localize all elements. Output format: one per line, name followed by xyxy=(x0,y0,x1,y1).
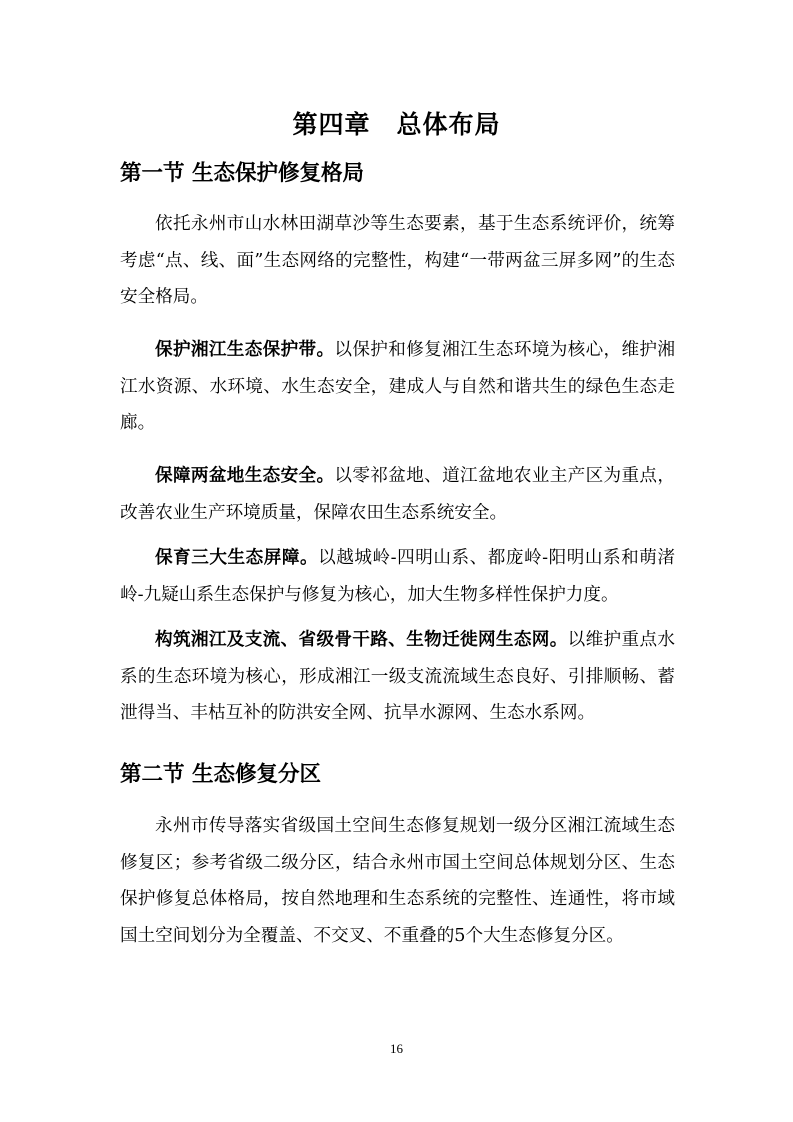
paragraph-text: 以越城岭-四明山系、都庞岭-阳明山系和萌渚岭-九疑山系生态保护与修复为核心，加大生物多样性保护力度。 xyxy=(120,548,675,605)
paragraph-text: 依托永州市山水林田湖草沙等生态要素，基于生态系统评价，统筹考虑“点、线、面”生态网络的完整性，构建“一带两盆三屏多网”的生态安全格局。 xyxy=(120,214,675,307)
paragraph-lead: 保护湘江生态保护带。 xyxy=(155,340,335,360)
paragraph xyxy=(120,206,675,316)
paragraph-text: 以维护重点水系的生态环境为核心，形成湘江一级支流流域生态良好、引排顺畅、蓄泄得当、丰枯互补的防洪安全网、抗旱水源网、生态水系网。 xyxy=(120,630,675,723)
paragraph xyxy=(120,540,675,613)
paragraph xyxy=(120,332,675,442)
paragraph xyxy=(120,622,675,732)
section-heading: 第一节 生态保护修复格局 xyxy=(120,161,364,186)
paragraph-text: 永州市传导落实省级国土空间生态修复规划一级分区湘江流域生态修复区；参考省级二级分区，结合永州市国土空间总体规划分区、生态保护修复总体格局，按自然地理和生态系统的完整性、连通性，将市域国土空间划分为全覆盖、不交叉、不重叠的5个大生态修复分区。 xyxy=(120,816,675,946)
paragraph-text: 以保护和修复湘江生态环境为核心，维护湘江水资源、水环境、水生态安全，建成人与自然和谐共生的绿色生态走廊。 xyxy=(120,340,675,433)
chapter-title: 第四章 总体布局 xyxy=(292,110,501,139)
paragraph-lead: 保育三大生态屏障。 xyxy=(155,548,319,568)
paragraph xyxy=(120,808,675,954)
paragraph-text: 以零祁盆地、道江盆地农业主产区为重点，改善农业生产环境质量，保障农田生态系统安全。 xyxy=(120,466,675,523)
paragraph-lead: 构筑湘江及支流、省级骨干路、生物迁徙网生态网。 xyxy=(155,630,568,650)
paragraph-lead: 保障两盆地生态安全。 xyxy=(155,466,335,486)
paragraph xyxy=(120,458,675,531)
page-number: 16 xyxy=(390,1041,403,1056)
section-heading: 第二节 生态修复分区 xyxy=(120,762,321,787)
